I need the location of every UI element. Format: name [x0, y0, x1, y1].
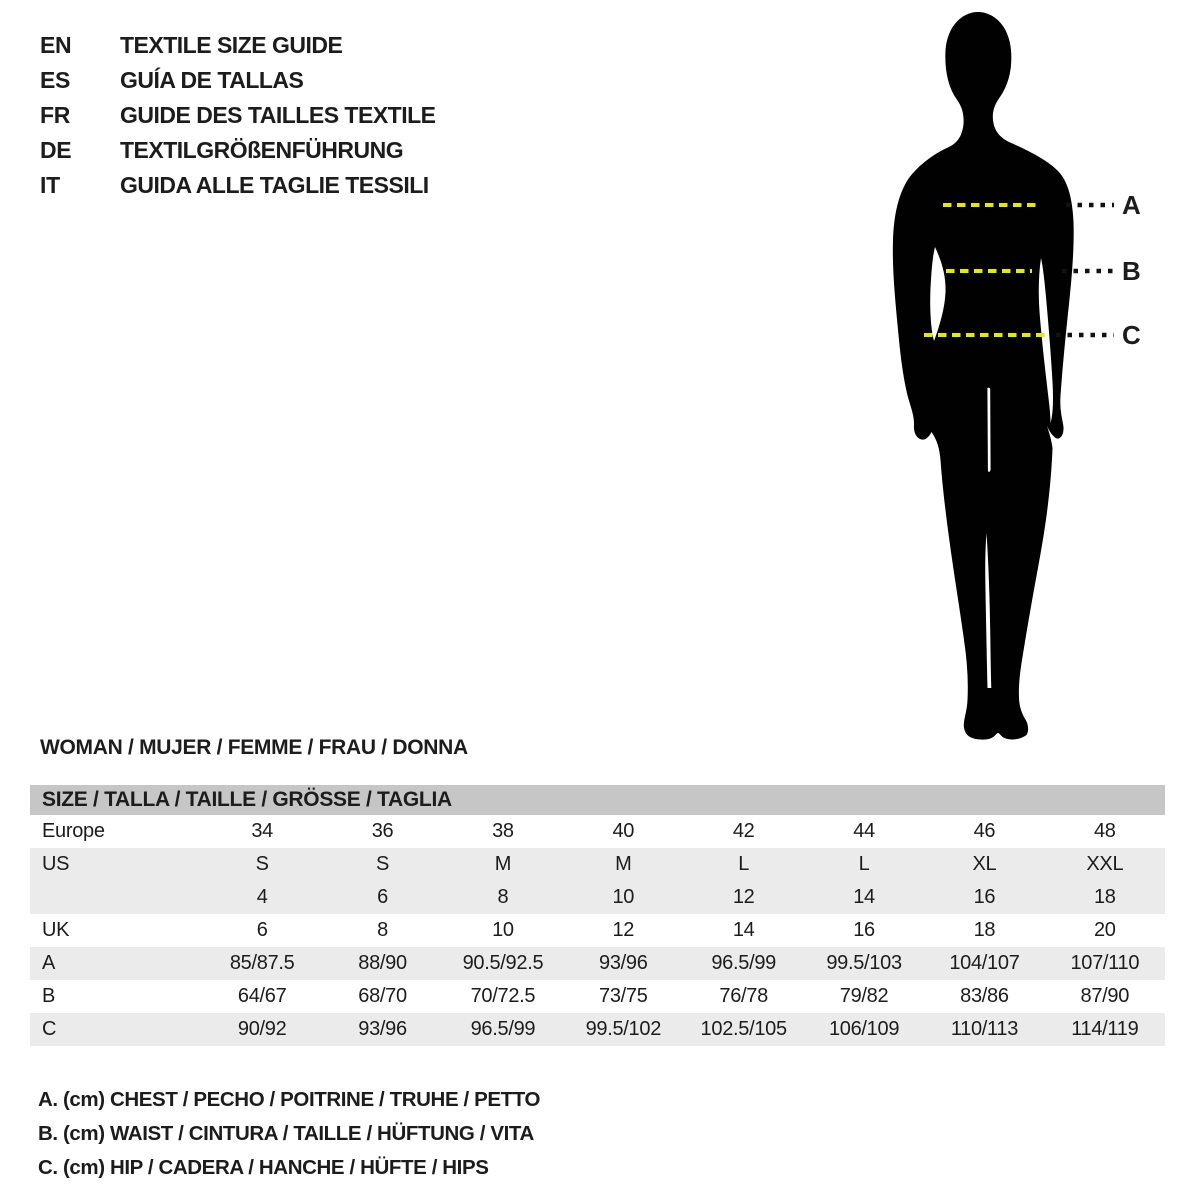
measure-label-waist: B — [1122, 256, 1141, 286]
size-value-cell: 104/107 — [949, 952, 1020, 974]
size-value-cell: 106/109 — [828, 1018, 900, 1040]
size-value-cell: 99.5/103 — [826, 952, 902, 974]
size-value-cell: 46 — [973, 820, 996, 842]
size-value-cell: 14 — [732, 919, 755, 941]
size-table-rows — [30, 815, 1165, 1046]
row-label: UK — [42, 919, 70, 941]
size-value-cell: S — [255, 853, 269, 875]
size-value-cell: 20 — [1093, 919, 1116, 941]
guide-title: GUIDA ALLE TAGLIE TESSILI — [120, 172, 429, 198]
size-table-header: SIZE / TALLA / TAILLE / GRÖSSE / TAGLIA — [30, 785, 1165, 815]
row-label: C — [42, 1018, 57, 1040]
size-value-cell: 88/90 — [358, 952, 407, 974]
legend-chest: A. (cm) CHEST / PECHO / POITRINE / TRUHE / PETTO — [38, 1088, 541, 1111]
language-row — [40, 98, 436, 133]
woman-silhouette-figure — [860, 0, 1160, 745]
size-value-cell: 79/82 — [839, 985, 889, 1007]
size-value-cell: 34 — [251, 820, 274, 842]
size-value-cell: 73/75 — [599, 985, 648, 1007]
row-label: Europe — [42, 820, 105, 842]
size-value-cell: 18 — [973, 919, 996, 941]
size-value-cell: 99.5/102 — [585, 1018, 662, 1040]
size-value-cell: 93/96 — [599, 952, 648, 974]
legend-waist: B. (cm) WAIST / CINTURA / TAILLE / HÜFTUNG / VITA — [38, 1122, 534, 1145]
size-value-cell: 18 — [1093, 886, 1116, 908]
size-value-cell: 8 — [377, 919, 388, 941]
size-value-cell: XXL — [1086, 853, 1124, 875]
language-row — [40, 133, 436, 168]
size-value-cell: 64/67 — [237, 985, 287, 1007]
size-value-cell: 42 — [732, 820, 755, 842]
section-title-woman: WOMAN / MUJER / FEMME / FRAU / DONNA — [40, 736, 468, 759]
size-value-cell: 70/72.5 — [470, 985, 536, 1007]
row-label: A — [42, 952, 56, 974]
language-code: IT — [40, 172, 60, 198]
legend-hip: C. (cm) HIP / CADERA / HANCHE / HÜFTE / HIPS — [38, 1156, 489, 1179]
size-value-cell: S — [376, 853, 390, 875]
size-value-cell: 40 — [612, 820, 635, 842]
table-row — [30, 947, 1165, 980]
row-label — [30, 881, 202, 914]
size-value-cell: 8 — [497, 886, 509, 908]
size-value-cell: 102.5/105 — [700, 1018, 787, 1040]
size-value-cell: 14 — [853, 886, 875, 908]
language-row — [40, 63, 436, 98]
size-table — [30, 785, 1165, 1046]
table-row — [30, 1013, 1165, 1046]
size-value-cell: 76/78 — [719, 985, 768, 1007]
language-code: DE — [40, 137, 72, 163]
size-value-cell: 93/96 — [358, 1018, 407, 1040]
size-value-cell: 10 — [612, 886, 635, 908]
measure-label-hip: C — [1122, 320, 1141, 350]
size-value-cell: 12 — [612, 919, 635, 941]
size-value-cell: 90/92 — [237, 1018, 287, 1040]
table-row — [30, 848, 1165, 881]
guide-title: GUÍA DE TALLAS — [120, 67, 304, 93]
size-value-cell: 107/110 — [1070, 952, 1140, 974]
size-value-cell: 110/113 — [950, 1018, 1019, 1040]
size-value-cell: 4 — [256, 886, 268, 908]
table-row — [30, 980, 1165, 1013]
language-code: EN — [40, 32, 72, 58]
size-value-cell: 6 — [256, 919, 268, 941]
guide-title: TEXTILGRÖßENFÜHRUNG — [120, 137, 404, 163]
language-title-list — [40, 28, 436, 203]
size-value-cell: 96.5/99 — [711, 952, 776, 974]
row-label: US — [42, 853, 70, 875]
table-row — [30, 815, 1165, 848]
table-row — [30, 881, 1165, 914]
language-row — [40, 168, 436, 203]
size-value-cell: 44 — [853, 820, 875, 842]
size-value-cell: 87/90 — [1080, 985, 1130, 1007]
row-label: B — [42, 985, 56, 1007]
size-value-cell: XL — [972, 853, 997, 875]
table-row — [30, 914, 1165, 947]
size-value-cell: 16 — [973, 886, 996, 908]
size-value-cell: 68/70 — [358, 985, 407, 1007]
size-value-cell: 12 — [732, 886, 755, 908]
size-value-cell: 48 — [1093, 820, 1116, 842]
size-value-cell: 10 — [492, 919, 514, 941]
size-value-cell: 6 — [377, 886, 388, 908]
measurement-legend — [38, 1083, 540, 1185]
guide-title: TEXTILE SIZE GUIDE — [120, 32, 343, 58]
size-value-cell: 16 — [853, 919, 875, 941]
guide-title: GUIDE DES TAILLES TEXTILE — [120, 102, 436, 128]
size-value-cell: 85/87.5 — [229, 952, 295, 974]
size-value-cell: 36 — [371, 820, 394, 842]
inner-thigh-gap — [987, 388, 990, 472]
size-value-cell: 38 — [492, 820, 514, 842]
language-code: ES — [40, 67, 71, 93]
size-value-cell: M — [494, 853, 512, 875]
size-value-cell: 90.5/92.5 — [462, 952, 544, 974]
size-value-cell: 83/86 — [960, 985, 1009, 1007]
size-value-cell: M — [615, 853, 632, 875]
language-row — [40, 28, 436, 63]
size-value-cell: L — [738, 853, 750, 875]
language-code: FR — [40, 102, 71, 128]
size-value-cell: L — [858, 853, 870, 875]
size-value-cell: 114/119 — [1071, 1018, 1139, 1040]
size-value-cell: 96.5/99 — [470, 1018, 536, 1040]
measure-label-chest: A — [1122, 190, 1141, 220]
